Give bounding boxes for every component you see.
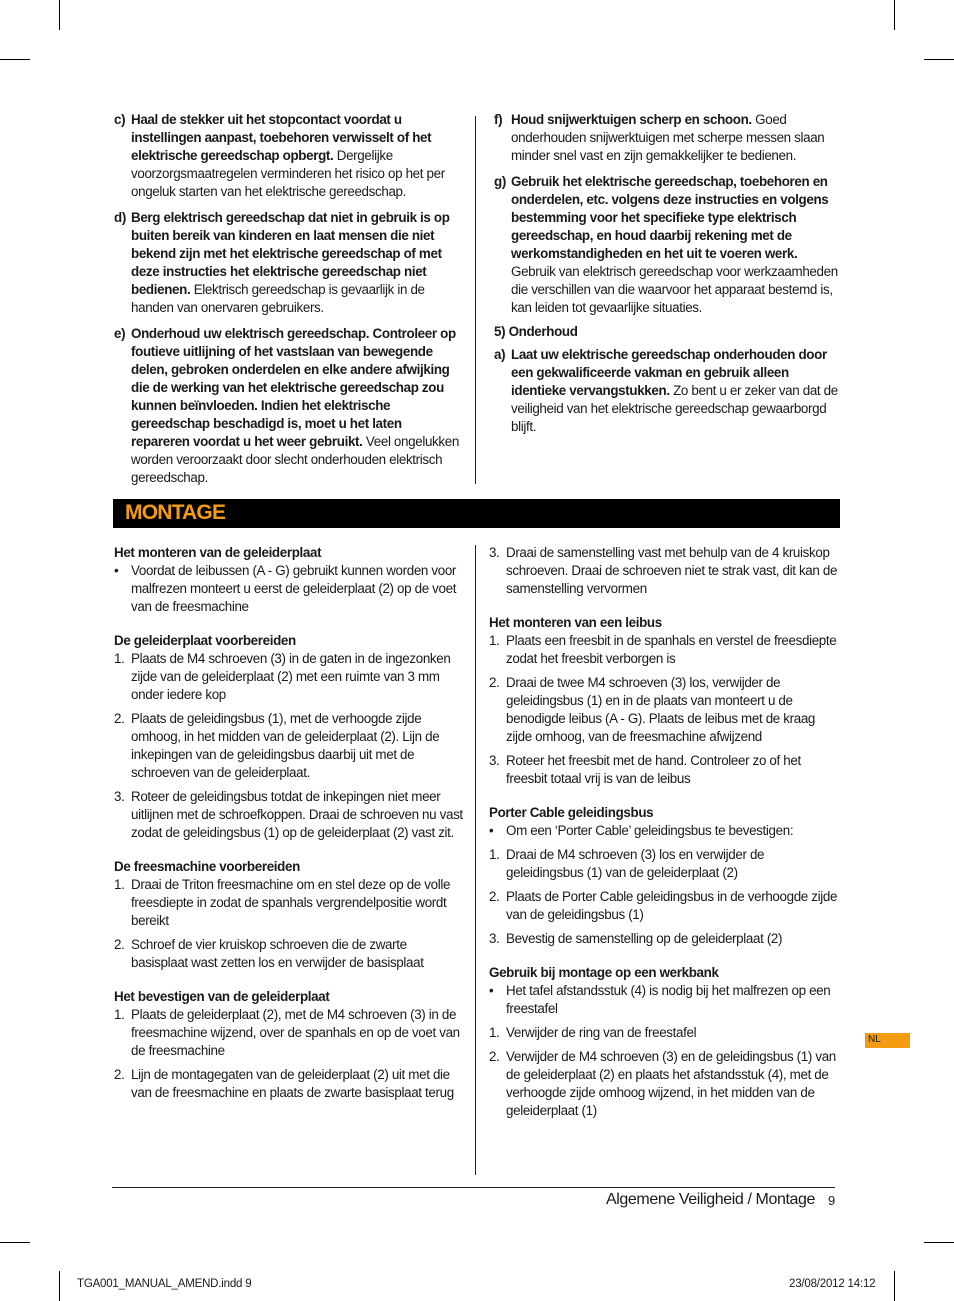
item-plain-text: Zo bent u er zeker van dat de veiligheid van het elektrische gereedschap gewaarborgd blijft. (511, 383, 838, 434)
list-item (114, 788, 466, 842)
item-text: Schroef de vier kruiskop schroeven die de zwarte basisplaat wast zetten los en verwijder de basisplaat (131, 937, 424, 970)
section-gap (489, 794, 839, 804)
item-bold-text: Berg elektrisch gereedschap dat niet in gebruik is op buiten bereik van kinderen en laat mensen die niet bekend zijn met het elektrische gereedschap of met deze instructies het elektrische gereedschap niet bedienen. (131, 210, 450, 297)
language-tab-label: NL (868, 1034, 881, 1045)
list-item (489, 1024, 839, 1042)
item-marker: 1. (489, 1025, 500, 1040)
list-item (489, 544, 839, 598)
section-gap (114, 848, 466, 858)
list-item (114, 111, 459, 201)
slug-file: TGA001_MANUAL_AMEND.indd 9 (77, 1278, 252, 1290)
item-marker: • (114, 563, 119, 578)
footer-rule (112, 1187, 835, 1188)
item-text (511, 346, 840, 436)
item-text (131, 209, 459, 317)
section-heading: Het monteren van de geleiderplaat (114, 545, 322, 560)
item-text (131, 111, 459, 201)
crop-mark (924, 1242, 954, 1243)
item-bold-text: Onderhoud uw elektrisch gereedschap. Controleer op foutieve uitlijning of het vastslaan van bewegende delen, gebroken onderdelen en elke andere afwijking die de werking van het elektrische gereedschap zou kunnen beïnvloeden. Indien het elektrische gereedschap beschadigd is, moet u het laten repareren voordat u het weer gebruikt. (131, 326, 456, 449)
item-plain-text: Gebruik van elektrisch gereedschap voor werkzaamheden die verschillen van die waarvoor het apparaat bestemd is, kan leiden tot gevaarlijke situaties. (511, 264, 838, 315)
item-marker: 2. (114, 1067, 125, 1082)
item-marker: 2. (114, 711, 125, 726)
item-marker: 2. (489, 1049, 500, 1064)
section-gap (489, 954, 839, 964)
item-text: Plaats de geleidingsbus (1), met de verhoogde zijde omhoog, in het midden van de geleiderplaat (2). Lijn de inkepingen van de geleidingsbus daarbij uit met de schroeven van de geleiderplaat. (131, 711, 440, 780)
column-divider (475, 545, 476, 1175)
item-marker: f) (494, 112, 503, 127)
banner-title: MONTAGE (125, 501, 226, 524)
item-marker: 1. (489, 633, 500, 648)
list-item (494, 346, 840, 436)
list-item (489, 846, 839, 882)
list-item (114, 650, 466, 704)
list-item (114, 325, 459, 487)
list-item (114, 209, 459, 317)
item-text: Draai de samenstelling vast met behulp van de 4 kruiskop schroeven. Draai de schroeven niet te strak vast, dit kan de samenstelling vervormen (506, 545, 838, 596)
item-marker: 3. (489, 753, 500, 768)
slug-date: 23/08/2012 14:12 (789, 1278, 876, 1290)
list-item (489, 632, 839, 668)
list-item (114, 710, 466, 782)
crop-mark (0, 1242, 30, 1243)
item-marker: a) (494, 347, 506, 362)
crop-mark (894, 1271, 895, 1301)
bottom-left-column (114, 544, 466, 1108)
section-heading: De freesmachine voorbereiden (114, 859, 300, 874)
list-item (489, 1048, 839, 1120)
item-text (511, 173, 840, 317)
item-text: Roteer het freesbit met de hand. Controleer zo of het freesbit totaal vrij is van de leibus (506, 753, 801, 786)
item-text: Verwijder de M4 schroeven (3) en de geleidingsbus (1) van de geleiderplaat (2) en plaats het afstandsstuk (4), met de verhoogde zijde omhoog wijzend, in het midden van de geleiderplaat (1) (506, 1049, 836, 1118)
crop-mark (894, 0, 895, 30)
top-right-column (494, 111, 840, 444)
item-marker: 3. (489, 545, 500, 560)
section-heading: De geleiderplaat voorbereiden (114, 633, 296, 648)
list-item (489, 674, 839, 746)
item-text: Draai de Triton freesmachine om en stel deze op de volle freesdiepte in zodat de spanhals vergrendelpositie wordt bereikt (131, 877, 451, 928)
item-marker: 2. (489, 675, 500, 690)
item-marker: • (489, 823, 494, 838)
item-text: Plaats de geleiderplaat (2), met de M4 schroeven (3) in de freesmachine wijzend, over de spanhals en op de voet van de freesmachine (131, 1007, 460, 1058)
item-plain-text: Dergelijke voorzorgsmaatregelen verminderen het risico op het per ongeluk starten van het elektrische gereedschap. (131, 148, 445, 199)
item-bold-text: Houd snijwerktuigen scherp en schoon. (511, 112, 752, 127)
item-marker: 1. (489, 847, 500, 862)
item-bold-text: Haal de stekker uit het stopcontact voordat u instellingen aanpast, toebehoren verwisselt of het elektrische gereedschap opbergt. (131, 112, 432, 163)
list-item (494, 111, 840, 165)
item-marker: 2. (114, 937, 125, 952)
column-divider (475, 116, 476, 484)
list-item (489, 982, 839, 1018)
section-banner (113, 499, 840, 528)
item-text: Draai de twee M4 schroeven (3) los, verwijder de geleidingsbus (1) en in de plaats van monteert u de benodigde leibus (A - G). Plaats de leibus met de kraag zijde omhoog, van de freesmachine afwijzend (506, 675, 816, 744)
crop-mark (59, 0, 60, 30)
section-gap (114, 978, 466, 988)
bottom-right-column (489, 544, 839, 1126)
item-marker: g) (494, 174, 506, 189)
list-item (494, 173, 840, 317)
item-text: Het tafel afstandsstuk (4) is nodig bij het malfrezen op een freestafel (506, 983, 831, 1016)
item-marker: 1. (114, 651, 125, 666)
item-plain-text: Elektrisch gereedschap is gevaarlijk in de handen van onervaren gebruikers. (131, 282, 425, 315)
list-item (114, 936, 466, 972)
item-text (131, 325, 459, 487)
item-text: Plaats de Porter Cable geleidingsbus in de verhoogde zijde van de geleidingsbus (1) (506, 889, 838, 922)
list-item (114, 1006, 466, 1060)
list-item (114, 876, 466, 930)
section-gap (489, 604, 839, 614)
crop-mark (924, 59, 954, 60)
item-text: Voordat de leibussen (A - G) gebruikt kunnen worden voor malfrezen monteert u eerst de geleiderplaat (2) op de voet van de freesmachine (131, 563, 457, 614)
page-number: 9 (828, 1193, 836, 1208)
item-marker: 1. (114, 1007, 125, 1022)
list-item (489, 822, 839, 840)
top-left-column (114, 111, 459, 495)
section-heading: Porter Cable geleidingsbus (489, 805, 654, 820)
item-text: Bevestig de samenstelling op de geleiderplaat (2) (506, 931, 783, 946)
item-text: Lijn de montagegaten van de geleiderplaat (2) uit met die van de freesmachine en plaats de zwarte basisplaat terug (131, 1067, 454, 1100)
list-item (489, 888, 839, 924)
language-tab (865, 1033, 910, 1048)
section-heading: 5) Onderhoud (494, 324, 578, 339)
list-item (489, 930, 839, 948)
item-marker: e) (114, 326, 126, 341)
item-marker: c) (114, 112, 126, 127)
item-text: Om een ‘Porter Cable’ geleidingsbus te bevestigen: (506, 823, 794, 838)
item-marker: 3. (114, 789, 125, 804)
list-item (114, 1066, 466, 1102)
item-marker: d) (114, 210, 126, 225)
item-text (511, 111, 840, 165)
item-bold-text: Laat uw elektrische gereedschap onderhouden door een gekwalificeerde vakman en gebruik alleen identieke vervangstukken. (511, 347, 827, 398)
list-item (114, 562, 466, 616)
section-gap (114, 622, 466, 632)
crop-mark (59, 1271, 60, 1301)
item-text: Plaats de M4 schroeven (3) in de gaten in de ingezonken zijde van de geleiderplaat (2) met een ruimte van 3 mm onder iedere kop (131, 651, 451, 702)
item-marker: 1. (114, 877, 125, 892)
section-heading: Het bevestigen van de geleiderplaat (114, 989, 330, 1004)
list-item (489, 752, 839, 788)
item-text: Roteer de geleidingsbus totdat de inkepingen niet meer uitlijnen met de schroefkoppen. Draai de schroeven nu vast zodat de geleidingsbus (1) op de geleiderplaat (2) vast zit. (131, 789, 463, 840)
section-heading: Het monteren van een leibus (489, 615, 662, 630)
item-marker: • (489, 983, 494, 998)
item-text: Plaats een freesbit in de spanhals en verstel de freesdiepte zodat het freesbit verborgen is (506, 633, 837, 666)
footer-title: Algemene Veiligheid / Montage (606, 1191, 815, 1208)
item-marker: 3. (489, 931, 500, 946)
section-heading: Gebruik bij montage op een werkbank (489, 965, 719, 980)
item-text: Draai de M4 schroeven (3) los en verwijder de geleidingsbus (1) van de geleiderplaat (2) (506, 847, 765, 880)
crop-mark (0, 59, 30, 60)
item-text: Verwijder de ring van de freestafel (506, 1025, 697, 1040)
item-plain-text: Goed onderhouden snijwerktuigen met scherpe messen slaan minder snel vast en zijn gemakkelijker te bedienen. (511, 112, 825, 163)
item-marker: 2. (489, 889, 500, 904)
item-plain-text: Veel ongelukken worden veroorzaakt door slecht onderhouden elektrisch gereedschap. (131, 434, 459, 485)
item-bold-text: Gebruik het elektrische gereedschap, toebehoren en onderdelen, etc. volgens deze instructies en volgens bestemming voor het specifieke type elektrisch gereedschap, en houd daarbij rekening met de werkomstandigheden en het uit te voeren werk. (511, 174, 829, 261)
